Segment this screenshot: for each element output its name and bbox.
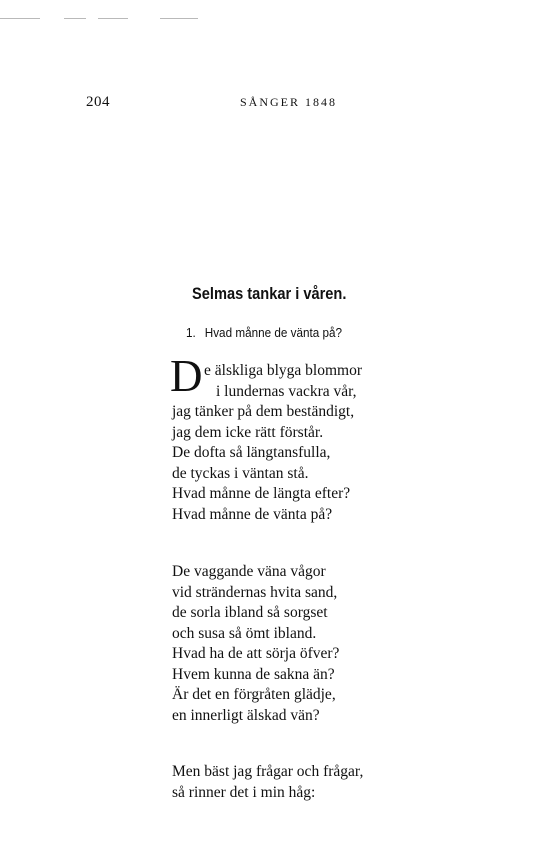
poem-line: e älskliga blyga blommor (204, 362, 362, 379)
stanza-2 (172, 562, 339, 726)
poem-line: jag tänker på dem beständigt, (172, 403, 355, 420)
poem-line: De vaggande väna vågor (172, 563, 326, 580)
poem-line: så rinner det i min håg: (172, 783, 316, 801)
poem-line: Hvad månne de längta efter? (172, 485, 351, 502)
poem-line: och susa så ömt ibland. (172, 624, 317, 642)
poem-title: Selmas tankar i våren. (192, 284, 347, 303)
page-number: 204 (86, 94, 110, 110)
drop-cap: D (170, 351, 203, 401)
section-number: 1. (186, 325, 196, 340)
poem-line: Hvad ha de att sörja öfver? (172, 645, 340, 662)
poem-line: jag dem icke rätt förstår. (172, 423, 324, 441)
stanza-3 (172, 762, 363, 803)
section-heading-text: Hvad månne de vänta på? (204, 325, 343, 340)
poem-line: Men bäst jag frågar och frågar, (172, 763, 364, 780)
poem-line: Är det en förgråten glädje, (172, 686, 336, 703)
scan-speck (160, 18, 198, 19)
poem-line: vid strändernas hvita sand, (172, 583, 338, 601)
scan-speck (0, 18, 40, 19)
poem-line: i lundernas vackra vår, (216, 382, 357, 400)
scan-speck (64, 18, 86, 19)
poem-line: Hvem kunna de sakna än? (172, 665, 335, 683)
poem-line: De dofta så längtansfulla, (172, 444, 331, 461)
section-heading (186, 325, 342, 340)
poem-line: de sorla ibland så sorgset (172, 604, 328, 621)
stanza-1 (172, 361, 362, 525)
scan-speck (98, 18, 128, 19)
poem-line: Hvad månne de vänta på? (172, 505, 333, 523)
running-head: SÅNGER 1848 (240, 95, 338, 109)
poem-line: de tyckas i väntan stå. (172, 464, 309, 482)
poem-line: en innerligt älskad vän? (172, 706, 320, 724)
